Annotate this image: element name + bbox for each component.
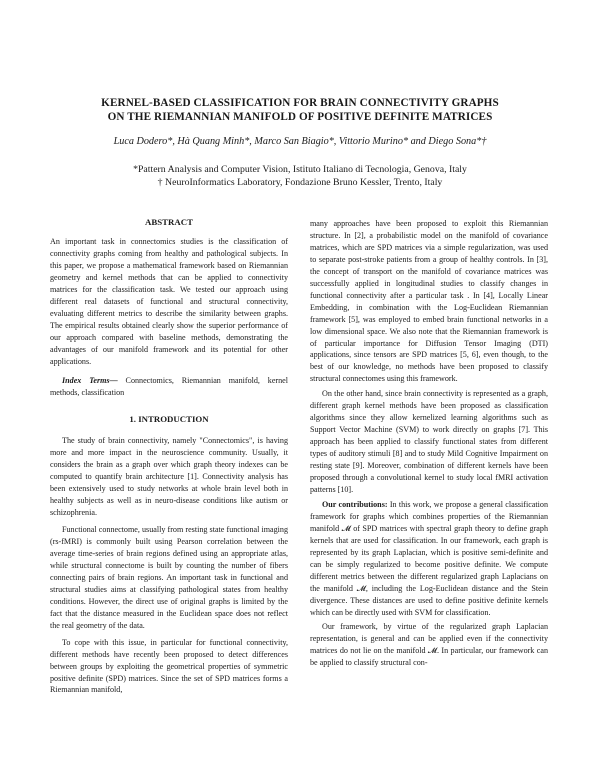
right-column — [310, 218, 548, 766]
left-column — [50, 216, 288, 764]
intro-paragraph-3: To cope with this issue, in particular for functional connectivity, different methods have recently been proposed to detect differences between groups by exploiting the geometrical properties of symmetric positive definite (SPD) matrices. Since the set of SPD matrices forms a Riemannian manifold, — [50, 637, 288, 695]
contributions-label: Our contributions: — [322, 499, 388, 509]
title-line-2: ON THE RIEMANNIAN MANIFOLD OF POSITIVE DEFINITE MATRICES — [107, 111, 493, 123]
index-terms-label: Index Terms— — [62, 376, 118, 386]
intro-paragraph-5: On the other hand, since brain connectivity is represented as a graph, different graph kernel methods have been proposed as classification algorithms since they allow kernelized learning algorithms such as Support Vector Machine (SVM) to work directly on graphs [7]. This approach has been applied to classify functional states from different types of auditory stimuli [8] and to study Mild Cognitive Impairment on resting state [9]. Moreover, combination of different kernels have been proposed through a convolutional kernel to study local fMRI activation patterns [10]. — [310, 389, 548, 494]
author-list: Luca Dodero*, Hà Quang Minh*, Marco San Biagio*, Vittorio Murino* and Diego Sona*† — [113, 136, 487, 147]
intro-paragraph-6: Our framework, by virtue of the regularized graph Laplacian representation, is general and can be applied even if the connectivity matrices do not lie on the manifold 𝓜. In particular, our framework can be applied to classify structural con- — [310, 622, 548, 668]
intro-paragraph-2: Functional connectome, usually from resting state functional imaging (rs-fMRI) is commonly built using Pearson correlation between the average time-series of brain regions defined using an appropriate atlas, while structural connectome is built by counting the number of fibers connecting pairs of brain regions. An important task in functional and structural studies aims at classifying pathological states from healthy conditions. However, the direct use of original graphs is limited by the fact that the distance measured in the Euclidean space does not reflect the real geometry of the data. — [50, 525, 288, 630]
abstract-text: An important task in connectomics studies is the classification of connectivity graphs coming from healthy and pathological subjects. In this paper, we propose a mathematical framework based on Riemannian geometry and kernel methods that can be applied to connectivity matrices for the classification task. We tested our approach using different real datasets of functional and structural connectivity, evaluating different metrics to describe the similarity between graphs. The empirical results obtained clearly show the superior performance of our approach compared with baseline methods, demonstrating the advantages of our manifold framework and its potential for other applications. — [50, 237, 288, 366]
contributions-text: In this work, we propose a general classification framework for graphs which combines properties of the Riemannian manifold 𝓜 of SPD matrices with spectral graph theory to define graph kernels that are used for classification. In our framework, each graph is represented by its graph Laplacian, which is positive semi-definite and can be simply regularized to become positive definite. We compute different metrics between the different regularized graph Laplacians on the manifold 𝓜, including the Log-Euclidean distance and the Stein divergence. These distances are used to define positive definite kernels which can be directly used with SVM for classification. — [310, 499, 548, 617]
contributions-paragraph — [310, 499, 548, 619]
introduction-heading: 1. INTRODUCTION — [129, 414, 209, 425]
abstract-heading: ABSTRACT — [145, 217, 193, 227]
index-terms — [50, 375, 288, 399]
intro-paragraph-4: many approaches have been proposed to exploit this Riemannian structure. In [2], a probabilistic model on the manifold of covariance matrices, which are SPD matrices via a simple regularization, was used to separate post-stroke patients from a group of healthy controls. In [3], the concept of transport on the manifold of covariance matrices was successfully applied in longitudinal studies to classify changes in functional connectivity after a particular task . In [4], Locally Linear Embedding, in combination with the Log-Euclidean Riemannian framework [5], was employed to embed brain functional networks in a low dimensional space. We also note that the Riemannian framework is of particular importance for Diffusion Tensor Imaging (DTI) applications, since tensors are SPD matrices [5, 6], even though, to the best of our knowledge, no methods have been proposed to classify structural connectomes using this framework. — [310, 219, 548, 384]
index-terms-text: Connectomics, Riemannian manifold, kernel methods, classification — [50, 376, 288, 398]
title-line-1: KERNEL-BASED CLASSIFICATION FOR BRAIN CONNECTIVITY GRAPHS — [101, 97, 499, 109]
affiliation-2: † NeuroInformatics Laboratory, Fondazione Bruno Kessler, Trento, Italy — [157, 177, 443, 188]
paper-title — [40, 96, 560, 124]
affiliations — [40, 163, 560, 189]
affiliation-1: *Pattern Analysis and Computer Vision, Istituto Italiano di Tecnologia, Genova, Italy — [133, 164, 467, 175]
intro-paragraph-1: The study of brain connectivity, namely "Connectomics", is having more and more impact in the neuroscience community. Usually, it considers the brain as a graph over which graph theory indexes can be computed to quantify brain architecture [1]. Connectivity analysis has been extensively used to study networks at whole brain level both in healthy subjects as well as in neuro-disease conditions like autism or schizophrenia. — [50, 436, 288, 518]
